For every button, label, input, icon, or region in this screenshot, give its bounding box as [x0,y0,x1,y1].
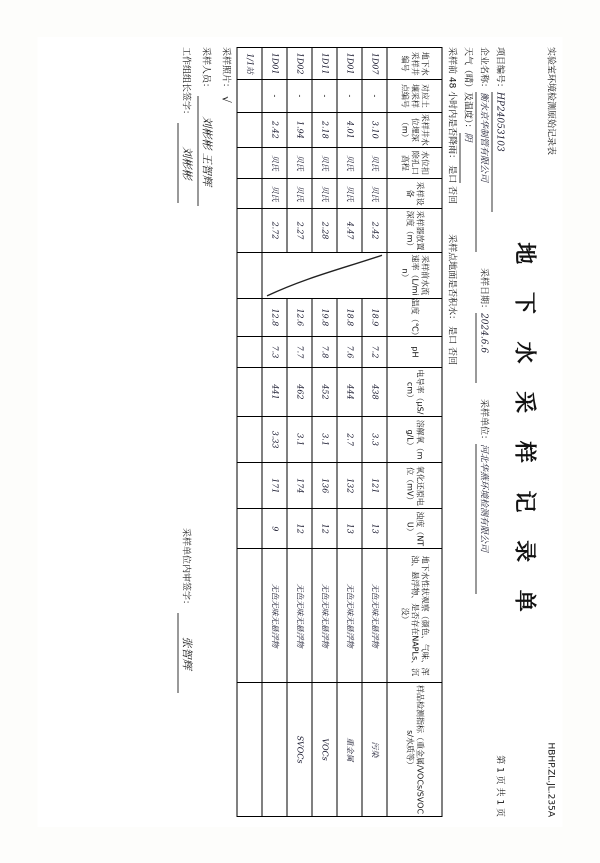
cell-water-depth: 2.18 [312,112,337,147]
col-elev-corr: 水位扣除孔口高程 [387,147,442,178]
cell-well-no: 1/1站 [237,47,262,79]
cell-equipment [237,178,262,209]
cell-dissolved-oxygen: 3.33 [262,416,287,462]
cell-water-depth: 3.10 [362,112,387,147]
cell-appearance: 无色无味无悬浮物 [287,548,312,682]
cell-elev-corr [237,147,262,178]
cell-water-depth: 1.94 [287,112,312,147]
col-test-targets: 样品检测指标（重金属/VOCs/SVOCs/水质等） [387,682,442,816]
cell-placement-depth: 4.47 [337,208,362,251]
org-line: 实验室环境检测原始记录表 [545,46,556,155]
cell-appearance [237,548,262,682]
cell-ph: 7.7 [287,336,312,367]
company-value: 衡水京华制管有限公司 [476,92,491,252]
sheet-top-bar [544,47,557,817]
cell-water-depth: 4.01 [337,112,362,147]
cell-orp: 136 [312,462,337,508]
project-no-label: 项目编号： [494,46,505,92]
table-row [262,47,287,816]
cell-turbidity [237,508,262,548]
cell-ph: 7.3 [262,336,287,367]
cell-well-no: 1D01 [337,47,362,79]
cell-equipment: 贝氏 [312,178,337,209]
col-dissolved-oxygen: 溶解氧（mg/L） [387,416,442,462]
cell-test-targets [262,682,287,816]
cell-water-depth: 2.42 [262,112,287,147]
rain-48h-value: 是口 否回 [446,164,457,204]
cell-water-depth [237,112,262,147]
cell-test-targets: VOCs [312,682,337,816]
table-row [362,47,387,816]
sampling-date-value: 2024.6.6 [476,313,491,383]
cell-elev-corr: 贝氏 [337,147,362,178]
photo-label: 采样照片： [220,46,231,92]
col-appearance: 地下水性状观察（颜色、气味、浑浊、悬浮物、是否存在NAPLs、沉没） [387,548,442,682]
sampling-unit-value: 河北华燕环境检测有限公司 [476,444,491,594]
cell-turbidity: 13 [362,508,387,548]
cell-orp: 171 [262,462,287,508]
cell-well-no: 1D07 [362,47,387,79]
rain-48h-label: 采样前 48 小时内是否降雨： [446,46,457,163]
diagonal-strike-icon [263,252,387,297]
cell-elev-corr: 贝氏 [287,147,312,178]
cell-test-targets [237,682,262,816]
cell-soil-no: - [312,79,337,111]
cell-dissolved-oxygen [237,416,262,462]
cell-orp: 132 [337,462,362,508]
cell-turbidity: 9 [262,508,287,548]
recorder-label: 工作组组长签字： [180,46,191,119]
cell-appearance: 无色无味无悬浮物 [312,548,337,682]
col-placement-depth: 采样器放置深度（m） [387,208,442,251]
col-conductivity: 电导率（μS/cm） [387,367,442,416]
cell-dissolved-oxygen: 3.1 [312,416,337,462]
cell-soil-no [237,79,262,111]
cell-temperature [237,298,262,336]
table-row [312,47,337,816]
cell-placement-depth [237,208,262,251]
cell-flow-rate [237,252,262,298]
cell-test-targets: 重金属 [337,682,362,816]
cell-turbidity: 12 [287,508,312,548]
form-code: HBHP.ZL.JL.235A [545,741,556,817]
cell-temperature: 12.6 [287,298,312,336]
cell-elev-corr: 贝氏 [262,147,287,178]
sampler-label: 采样人员： [200,46,211,92]
cell-ph: 7.6 [337,336,362,367]
cell-well-no: 1D02 [287,47,312,79]
witness-signature: 张智辉 [178,613,195,693]
cell-ph: 7.2 [362,336,387,367]
sampling-date-label: 采样日期： [478,267,489,313]
page-label: 第 1 页 共 1 页 [494,754,505,817]
photo-value: √ [219,95,233,103]
meta-row-weather [460,47,475,817]
col-water-depth: 采样井水位埋深（m） [387,112,442,147]
meta-row-company [476,47,491,817]
cell-placement-depth: 2.72 [262,208,287,251]
witness-label: 采样单位内审签字： [180,527,191,609]
col-turbidity: 浊度（NTU） [387,508,442,548]
col-soil-no: 对应土壤采样点编号 [387,79,442,111]
cell-ph: 7.8 [312,336,337,367]
weather-value: 阴 [460,132,475,182]
cell-placement-depth: 2.27 [287,208,312,251]
project-no-value: HP24053103 [492,92,507,212]
standing-water-label: 采样点地面是否积水： [446,233,457,324]
cell-conductivity: 438 [362,367,387,416]
cell-turbidity: 13 [337,508,362,548]
col-ph: pH [387,336,442,367]
weather-label: 天气（晴）及温度）： [462,46,473,133]
cell-dissolved-oxygen: 3.3 [362,416,387,462]
cell-conductivity [237,367,262,416]
cell-equipment: 贝氏 [362,178,387,209]
cell-orp [237,462,262,508]
meta-row-project [492,47,507,817]
cell-elev-corr: 贝氏 [312,147,337,178]
col-orp: 氧化还原电位（mV） [387,462,442,508]
cell-dissolved-oxygen: 3.1 [287,416,312,462]
cell-conductivity: 462 [287,367,312,416]
table-row [237,47,262,816]
cell-ph [237,336,262,367]
cell-well-no: 1D11 [312,47,337,79]
table-row [337,47,362,816]
cell-placement-depth: 2.28 [312,208,337,251]
cell-placement-depth: 2.42 [362,208,387,251]
cell-equipment: 贝氏 [262,178,287,209]
company-label: 企业名称： [478,46,489,92]
recorder-signature: 刘彬彬 [178,123,195,203]
cell-conductivity: 444 [337,367,362,416]
cell-equipment: 贝氏 [287,178,312,209]
cell-test-targets: SVOCs [287,682,312,816]
footer-photo-row [218,47,234,817]
footer-sampler-row [198,47,215,817]
col-equipment: 采样设备 [387,178,442,209]
footer-signature-row [178,47,195,817]
cell-test-targets: 污染 [362,682,387,816]
cell-flow-rate [262,252,387,298]
col-flow-rate: 采样前水流速率（L/min） [387,252,442,298]
sampler-signature: 刘彬彬 王智辉 [198,96,215,206]
cell-soil-no: - [362,79,387,111]
cell-appearance: 无色无味无悬浮物 [337,548,362,682]
cell-temperature: 18.9 [362,298,387,336]
cell-orp: 121 [362,462,387,508]
cell-equipment: 贝氏 [337,178,362,209]
cell-appearance: 无色无味无悬浮物 [262,548,287,682]
cell-temperature: 12.8 [262,298,287,336]
standing-water-value: 是口 否回 [446,325,457,365]
cell-conductivity: 441 [262,367,287,416]
cell-temperature: 19.8 [312,298,337,336]
table-header-row [387,47,442,816]
col-well-no: 地下水采样井编号 [387,47,442,79]
cell-temperature: 18.8 [337,298,362,336]
cell-soil-no: - [262,79,287,111]
table-row [287,47,312,816]
sampling-unit-label: 采样单位： [478,398,489,444]
col-temperature: 温度（℃） [387,298,442,336]
cell-soil-no: - [337,79,362,111]
sampling-table [237,47,443,817]
meta-row-conditions [445,47,459,817]
cell-orp: 174 [287,462,312,508]
cell-turbidity: 12 [312,508,337,548]
cell-dissolved-oxygen: 2.7 [337,416,362,462]
cell-soil-no: - [287,79,312,111]
page-title: 地 下 水 采 样 记 录 单 [511,241,537,622]
cell-well-no: 1D01 [262,47,287,79]
cell-appearance: 无色无味无悬浮物 [362,548,387,682]
cell-elev-corr: 贝氏 [362,147,387,178]
record-sheet [38,37,563,827]
cell-conductivity: 452 [312,367,337,416]
